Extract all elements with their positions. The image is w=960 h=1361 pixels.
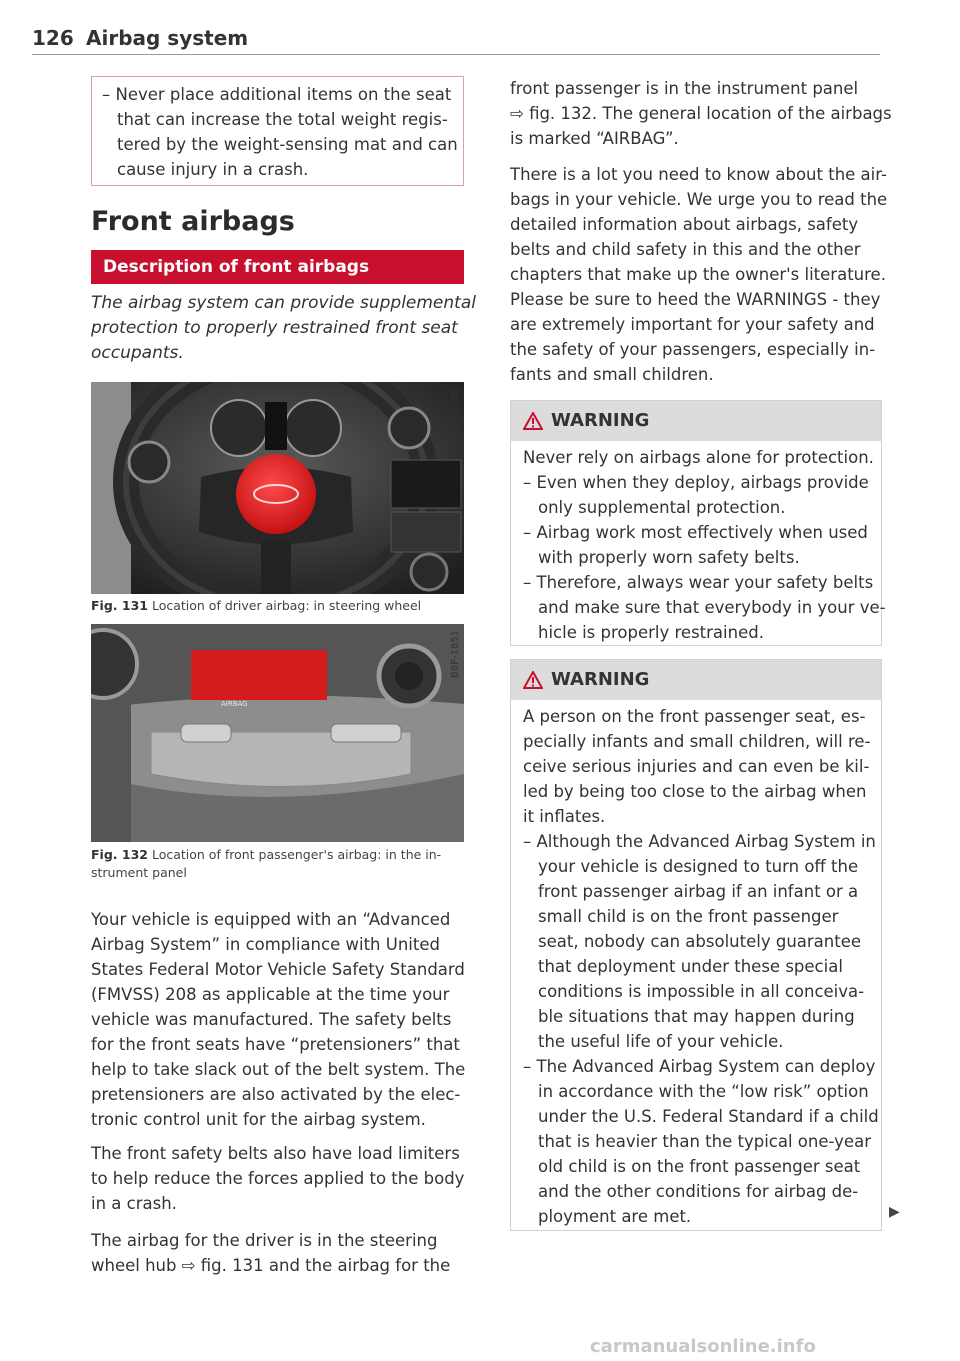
warning-title: WARNING xyxy=(551,669,650,690)
note-line: – Never place additional items on the seat xyxy=(102,85,452,104)
page-header xyxy=(32,22,880,55)
figure-code: B8P-1850 xyxy=(450,388,461,437)
note-line: cause injury in a crash. xyxy=(117,160,309,179)
intro-line: occupants. xyxy=(91,343,184,363)
intro-line: The airbag system can provide supplemental xyxy=(91,293,476,313)
note-line: tered by the weight-sensing mat and can xyxy=(117,135,458,154)
warning-body: Never rely on airbags alone for protection. – Even when they deploy, airbags provide only supplemental protection. – Airbag work most effectively when used with properly worn safety belts. – Therefore, always wear your safety belts and make sure that everybody in your ve- hicle is properly restrained. xyxy=(523,448,886,642)
watermark: carmanualsonline.info xyxy=(590,1336,816,1357)
warning-title: WARNING xyxy=(551,410,650,431)
intro-line: protection to properly restrained front seat xyxy=(91,318,458,338)
figure-label: Fig. 132 xyxy=(91,847,148,862)
steering-wheel-illustration xyxy=(91,382,464,594)
figure-132 xyxy=(91,624,464,842)
caption-text: Location of driver airbag: in steering wheel xyxy=(151,598,422,613)
heading-front-airbags: Front airbags xyxy=(91,206,295,237)
figure-code: B8P-1851 xyxy=(450,630,461,679)
instrument-panel-illustration xyxy=(91,624,464,842)
caption-text: strument panel xyxy=(91,865,187,880)
figure-132-caption xyxy=(91,846,441,882)
figure-131 xyxy=(91,382,464,594)
right-paragraph-1: front passenger is in the instrument panel ⇨ fig. 132. The general location of the airbags is marked “AIRBAG”. xyxy=(510,79,892,148)
note-box xyxy=(91,76,464,186)
airbag-marking: AIRBAG xyxy=(221,700,248,708)
left-paragraph-3: The airbag for the driver is in the steering wheel hub ⇨ fig. 131 and the airbag for the xyxy=(91,1228,450,1278)
left-paragraph-1: Your vehicle is equipped with an “Advanced Airbag System” in compliance with United States Federal Motor Vehicle Safety Standard (FMVSS) 208 as applicable at the time your vehicle was manufactured. The safety belts for the front seats have “pretensioners” that help to take slack out of the belt system. The pretensioners are also activated by the elec- tronic control unit for the airbag system. xyxy=(91,910,466,1129)
warning-box-1 xyxy=(510,400,886,646)
warning-header xyxy=(511,401,881,441)
warning-triangle-icon xyxy=(523,412,543,430)
figure-131-caption xyxy=(91,597,421,615)
fig-131-reference[interactable]: wheel hub ⇨ fig. 131 and the airbag for the xyxy=(91,1256,451,1275)
note-line: that can increase the total weight regis- xyxy=(117,110,448,129)
warning-box-2 xyxy=(510,659,882,1231)
intro-text xyxy=(91,291,476,366)
fig-132-reference[interactable]: ⇨ fig. 132. The general location of the airbags xyxy=(510,104,892,123)
continue-arrow-icon: ▶ xyxy=(889,1204,900,1220)
page-number: 126 xyxy=(32,26,74,50)
left-paragraph-2: The front safety belts also have load limiters to help reduce the forces applied to the body in a crash. xyxy=(91,1144,465,1213)
right-paragraph-2: There is a lot you need to know about the air- bags in your vehicle. We urge you to read the detailed information about airbags, safety belts and child safety in this and the other chapters that make up the owner's literature. Please be sure to heed the WARNINGS - they are extremely important for your safety and the safety of your passengers, especially in- fants and small children. xyxy=(510,165,888,384)
section-bar: Description of front airbags xyxy=(91,250,464,284)
warning-header xyxy=(511,660,881,700)
warning-triangle-icon xyxy=(523,671,543,689)
warning-body: A person on the front passenger seat, es- pecially infants and small children, will re- ceive serious injuries and can even be kil- led by being too close to the airbag when it inflates. – Although the Advanced Airbag System in your vehicle is designed to turn off the front passenger airbag if an infant or a small child is on the front passenger seat, nobody can absolutely guarantee that deployment under these special conditions is impossible in all conceiva- ble situations that may happen during the useful life of your vehicle. – The Advanced Airbag System can deploy in accordance with the “low risk” option under the U.S. Federal Standard if a child that is heavier than the typical one-year old child is on the front passenger seat and the other conditions for airbag de- ployment are met. xyxy=(523,707,879,1226)
section-title: Airbag system xyxy=(86,26,249,50)
figure-label: Fig. 131 xyxy=(91,598,148,613)
caption-text: Location of front passenger's airbag: in the in- xyxy=(151,847,442,862)
